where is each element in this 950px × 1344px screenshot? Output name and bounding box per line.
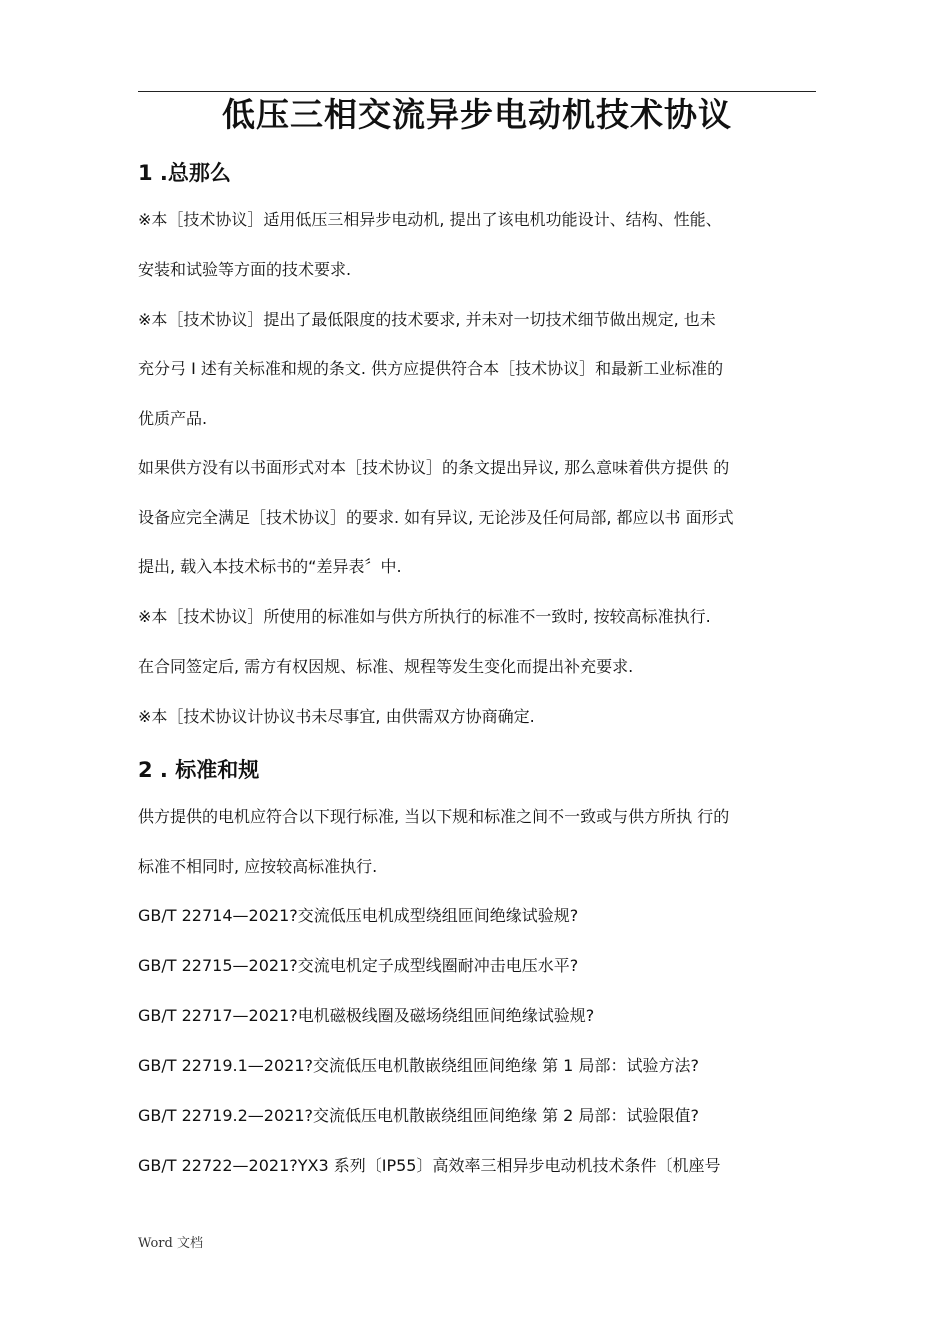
paragraph-line: ※本［技术协议计协议书未尽事宜, 由供需双方协商确定. — [138, 707, 535, 726]
paragraph-line: 供方提供的电机应符合以下现行标准, 当以下规和标准之间不一致或与供方所执 行的 — [138, 807, 730, 826]
document-title: 低压三相交流异步电动机技术协议 — [222, 95, 732, 134]
standard-item: GB/T 22717—2021?电机磁极线圈及磁场绕组匝间绝缘试验规? — [138, 1006, 595, 1025]
standard-item: GB/T 22719.2—2021?交流低压电机散嵌绕组匝间绝缘 第 2 局部：试验限值? — [138, 1106, 699, 1125]
paragraph-line: ※本［技术协议］所使用的标准如与供方所执行的标准不一致时, 按较高标准执行. — [138, 607, 711, 626]
standard-item: GB/T 22722—2021?YX3 系列〔IP55〕高效率三相异步电动机技术条件〔机座号 — [138, 1156, 721, 1175]
paragraph-line: 优质产品. — [138, 409, 208, 428]
section-heading-general: 1 .总那么 — [138, 161, 231, 185]
paragraph-line: 提出, 载入本技术标书的“差异表〞中. — [138, 557, 402, 576]
section-heading-standards: 2 . 标准和规 — [138, 758, 260, 782]
paragraph-line: 在合同签定后, 需方有权因规、标准、规程等发生变化而提出补充要求. — [138, 657, 634, 676]
standard-item: GB/T 22719.1—2021?交流低压电机散嵌绕组匝间绝缘 第 1 局部：试验方法? — [138, 1056, 699, 1075]
paragraph-line: 安装和试验等方面的技术要求. — [138, 260, 352, 279]
paragraph-line: 充分弓 I 述有关标准和规的条文. 供方应提供符合本［技术协议］和最新工业标准的 — [138, 359, 724, 378]
paragraph-line: ※本［技术协议］适用低压三相异步电动机, 提出了该电机功能设计、结构、性能、 — [138, 210, 722, 229]
page-footer: Word 文档 — [138, 1236, 203, 1251]
paragraph-line: 标准不相同时, 应按较高标准执行. — [138, 857, 378, 876]
paragraph-line: ※本［技术协议］提出了最低限度的技术要求, 并未对一切技术细节做出规定, 也未 — [138, 310, 716, 329]
paragraph-line: 如果供方没有以书面形式对本［技术协议］的条文提出异议, 那么意味着供方提供 的 — [138, 458, 730, 477]
standard-item: GB/T 22715—2021?交流电机定子成型线圈耐冲击电压水平? — [138, 956, 579, 975]
paragraph-line: 设备应完全满足［技术协议］的要求. 如有异议, 无论涉及任何局部, 都应以书 面形式 — [138, 508, 734, 527]
standard-item: GB/T 22714—2021?交流低压电机成型绕组匝间绝缘试验规? — [138, 906, 579, 925]
